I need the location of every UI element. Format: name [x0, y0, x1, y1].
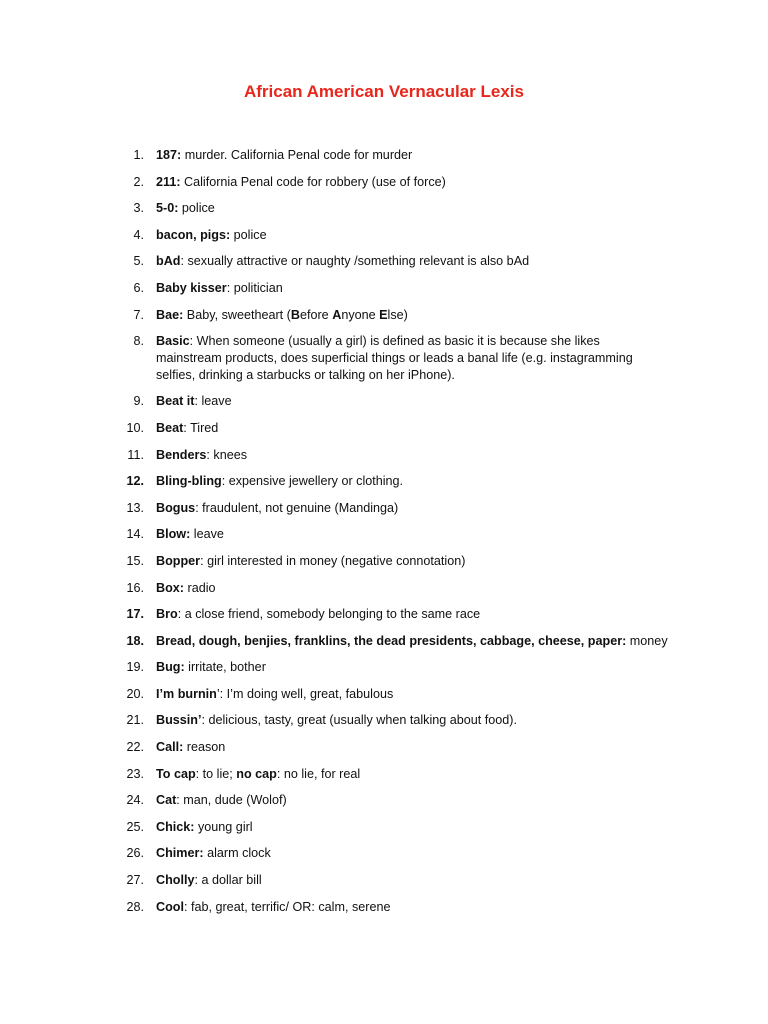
- list-item-text: [156, 767, 360, 781]
- list-item-text: [156, 607, 480, 621]
- list-item: [0, 580, 768, 597]
- list-item: [0, 845, 768, 862]
- list-item-text: [156, 713, 517, 727]
- definition-segment: leave: [190, 527, 224, 542]
- list-item-text: [156, 820, 253, 834]
- list-item: [0, 819, 768, 836]
- list-item: [0, 606, 768, 623]
- list-item: [0, 174, 768, 191]
- list-item-number: 17.: [126, 607, 144, 622]
- term-segment: bacon, pigs:: [156, 227, 231, 242]
- term-segment: Benders: [156, 447, 207, 462]
- list-item-text: [156, 554, 465, 568]
- list-item-number: 8.: [133, 334, 144, 349]
- list-item-number: 1.: [133, 148, 144, 162]
- list-item-number: 24.: [126, 793, 144, 808]
- list-item-number: 22.: [126, 740, 144, 755]
- definition-segment: radio: [184, 580, 216, 595]
- list-item: [0, 420, 768, 437]
- list-item: [0, 253, 768, 270]
- list-item: [0, 686, 768, 703]
- list-item-text: [156, 394, 232, 408]
- list-item-text: [156, 873, 262, 887]
- list-item-number: 5.: [133, 254, 144, 269]
- definition-segment: : fraudulent, not genuine (Mandinga): [195, 500, 399, 515]
- list-item-text: [156, 175, 446, 189]
- definition-segment: police: [230, 227, 267, 242]
- list-item-number: 11.: [127, 447, 144, 462]
- list-item: [0, 739, 768, 756]
- list-item-text: [156, 846, 271, 860]
- list-item-number: 7.: [133, 307, 144, 322]
- definition-segment: : politician: [226, 280, 283, 295]
- definition-segment: money: [626, 633, 668, 648]
- list-item-text: [156, 527, 224, 541]
- definition-segment: nyone: [341, 307, 380, 322]
- term-segment: Bussin’: [156, 713, 202, 728]
- term-segment: 5-0:: [156, 201, 179, 216]
- term-segment: Blow:: [156, 527, 191, 542]
- list-item-number: 25.: [126, 819, 144, 834]
- list-item: [0, 393, 768, 410]
- definition-segment: : fab, great, terrific/ OR: calm, serene: [183, 899, 391, 914]
- list-item-text: [156, 793, 287, 807]
- list-item: [0, 307, 768, 324]
- list-item-text: [156, 148, 412, 162]
- list-item-number: 6.: [133, 280, 144, 295]
- definition-segment: young girl: [194, 819, 253, 834]
- list-item-text: [156, 421, 218, 435]
- term-segment: B: [290, 307, 300, 322]
- term-segment: 211:: [156, 174, 181, 189]
- list-item-text: [156, 474, 403, 488]
- list-item: [0, 227, 768, 244]
- list-item: [0, 526, 768, 543]
- list-item: [0, 766, 768, 783]
- list-item-text: [156, 634, 668, 648]
- list-item-number: 12.: [126, 474, 144, 489]
- term-segment: Beat: [156, 420, 184, 435]
- definition-segment: : delicious, tasty, great (usually when talking about food).: [201, 713, 517, 728]
- definition-segment: : a dollar bill: [194, 873, 262, 888]
- list-item-number: 9.: [133, 394, 144, 409]
- term-segment: To cap: [156, 766, 196, 781]
- list-item: [0, 792, 768, 809]
- term-segment: Chimer:: [156, 846, 204, 861]
- list-item: [0, 500, 768, 517]
- list-item-number: 23.: [126, 766, 144, 781]
- list-item: [0, 899, 768, 916]
- term-segment: bAd: [156, 254, 181, 269]
- definition-segment: murder. California Penal code for murder: [181, 148, 413, 162]
- list-item-number: 3.: [133, 201, 144, 216]
- list-item-text: [156, 660, 266, 674]
- definition-segment: lse): [387, 307, 408, 322]
- list-item-number: 18.: [126, 633, 144, 648]
- list-item-text: [156, 448, 247, 462]
- definition-segment: ’: I’m doing well, great, fabulous: [216, 686, 394, 701]
- term-segment: Bro: [156, 607, 178, 622]
- definition-segment: : sexually attractive or naughty /something relevant is also bAd: [180, 254, 530, 269]
- term-segment: Bopper: [156, 553, 201, 568]
- definition-segment: Baby, sweetheart (: [183, 307, 291, 322]
- list-item-text: [156, 740, 225, 754]
- list-item-text: [156, 687, 393, 701]
- list-item-text: [156, 254, 529, 268]
- term-segment: Bogus: [156, 500, 196, 515]
- term-segment: no cap: [236, 766, 277, 781]
- term-segment: Beat it: [156, 394, 195, 409]
- list-item-number: 20.: [126, 686, 144, 701]
- list-item-number: 28.: [126, 899, 144, 914]
- definition-segment: : knees: [206, 447, 248, 462]
- list-item-number: 15.: [126, 553, 144, 568]
- definition-segment: irritate, bother: [184, 660, 266, 675]
- term-segment: Cholly: [156, 873, 195, 888]
- list-item: [0, 333, 768, 383]
- page-title: African American Vernacular Lexis: [243, 82, 524, 101]
- list-item-number: 26.: [126, 846, 144, 861]
- list-item: [0, 712, 768, 729]
- list-item-number: 4.: [133, 227, 144, 242]
- list-item-number: 14.: [126, 527, 144, 542]
- list-item: [0, 473, 768, 490]
- list-item: [0, 200, 768, 217]
- definition-segment: California Penal code for robbery (use of force): [180, 174, 446, 189]
- list-item-text: [156, 581, 216, 595]
- definition-segment: : no lie, for real: [276, 766, 361, 781]
- definition-segment: : man, dude (Wolof): [176, 793, 287, 808]
- list-item-number: 16.: [126, 580, 144, 595]
- term-segment: Baby kisser: [156, 280, 227, 295]
- definition-segment: : expensive jewellery or clothing.: [221, 474, 404, 489]
- list-item-number: 10.: [126, 420, 144, 435]
- term-segment: Cool: [156, 899, 184, 914]
- list-item-text: [156, 334, 633, 382]
- definition-segment: police: [178, 201, 215, 216]
- list-item-text: [156, 501, 398, 515]
- list-item: [0, 872, 768, 889]
- term-segment: Cat: [156, 793, 177, 808]
- term-segment: Chick:: [156, 819, 195, 834]
- term-segment: Bae:: [156, 307, 184, 322]
- list-item-text: [156, 228, 267, 242]
- term-segment: Box:: [156, 580, 184, 595]
- list-item: [0, 147, 768, 164]
- list-item-number: 27.: [126, 873, 144, 888]
- term-segment: Bling-bling: [156, 474, 222, 489]
- term-segment: Bug:: [156, 660, 185, 675]
- glossary-list: [0, 147, 768, 925]
- list-item-text: [156, 900, 390, 914]
- term-segment: 187:: [156, 148, 182, 162]
- list-item-number: 2.: [133, 174, 144, 189]
- list-item-number: 13.: [126, 500, 144, 515]
- term-segment: E: [379, 307, 388, 322]
- list-item-text: [156, 281, 283, 295]
- term-segment: I’m burnin: [156, 686, 217, 701]
- list-item-text: [156, 308, 408, 322]
- list-item: [0, 553, 768, 570]
- term-segment: Basic: [156, 334, 190, 349]
- definition-segment: : leave: [194, 394, 232, 409]
- term-segment: Bread, dough, benjies, franklins, the dead presidents, cabbage, cheese, paper:: [156, 633, 627, 648]
- list-item-text: [156, 201, 215, 215]
- term-segment: A: [332, 307, 342, 322]
- list-item-number: 21.: [126, 713, 144, 728]
- definition-segment: : When someone (usually a girl) is defined as basic it is because she likes mainstream products, does superficial things or leads a banal life (e.g. instagramming selfies, drinking a starbucks or talking on her iPhone).: [156, 334, 633, 382]
- definition-segment: efore: [299, 307, 333, 322]
- definition-segment: : girl interested in money (negative connotation): [200, 553, 466, 568]
- definition-segment: : Tired: [183, 420, 219, 435]
- term-segment: Call:: [156, 740, 184, 755]
- definition-segment: reason: [183, 740, 226, 755]
- definition-segment: : to lie;: [195, 766, 237, 781]
- list-item: [0, 659, 768, 676]
- list-item: [0, 633, 768, 650]
- list-item: [0, 447, 768, 464]
- list-item: [0, 280, 768, 297]
- list-item-number: 19.: [126, 660, 144, 675]
- definition-segment: alarm clock: [203, 846, 271, 861]
- definition-segment: : a close friend, somebody belonging to the same race: [177, 607, 481, 622]
